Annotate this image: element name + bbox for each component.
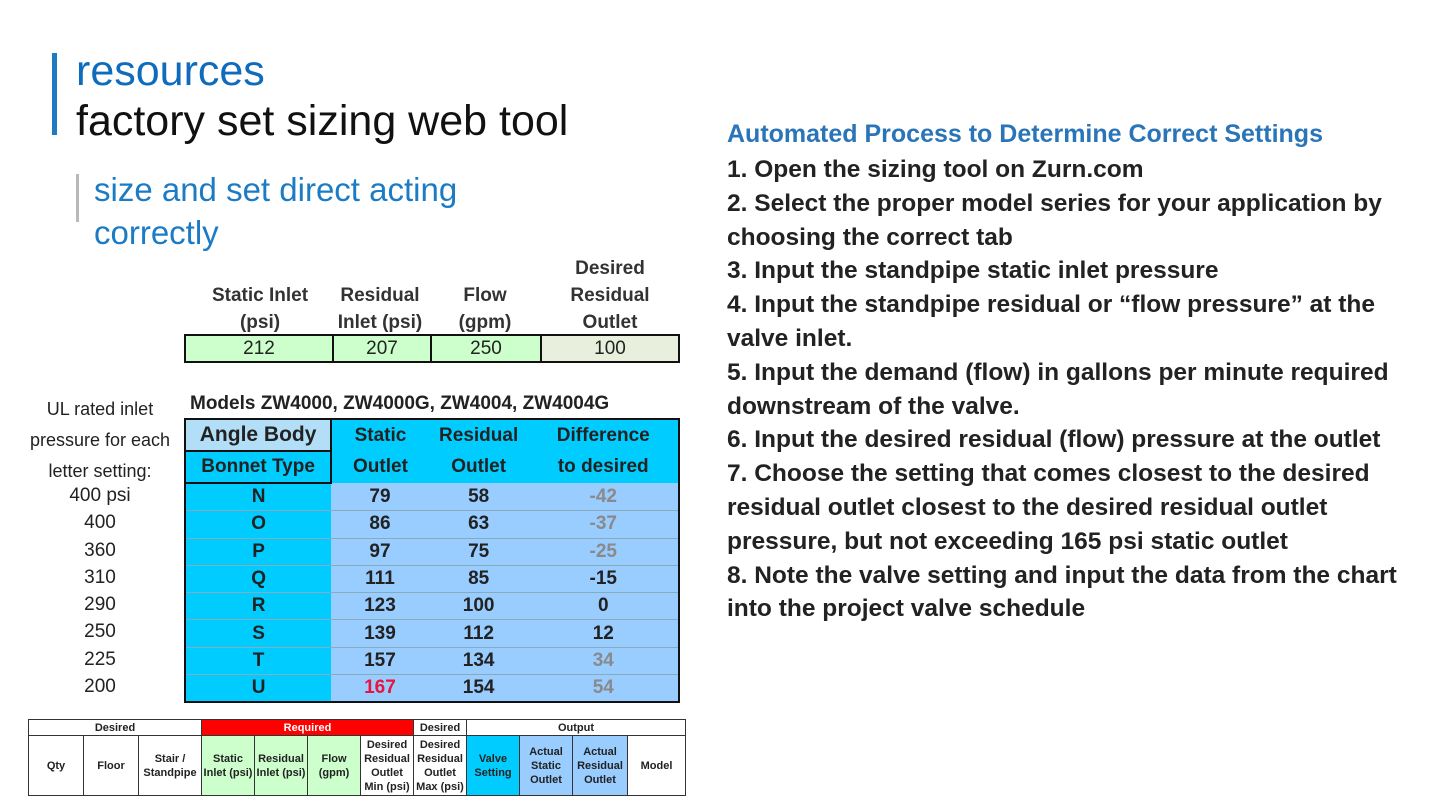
setting-row bbox=[185, 675, 679, 703]
setting-letter: S bbox=[185, 620, 331, 647]
setting-letter: Q bbox=[185, 565, 331, 592]
static-outlet-value: 157 bbox=[331, 647, 429, 674]
step-2: 2. Select the proper model series for your application by choosing the correct tab bbox=[727, 189, 1382, 251]
residual-outlet-value: 154 bbox=[429, 675, 529, 703]
residual-inlet-input[interactable]: 207 bbox=[333, 335, 431, 362]
step-7: 7. Choose the setting that comes closest to the desired residual outlet closest to the desired residual outlet pressure, but not exceeding 165 psi static outlet bbox=[727, 460, 1370, 555]
col-model: Model bbox=[628, 736, 686, 796]
difference-value: 34 bbox=[529, 647, 679, 674]
ul-value: 400 psi bbox=[69, 485, 131, 506]
setting-row bbox=[185, 620, 679, 647]
setting-letter: O bbox=[185, 511, 331, 538]
step-4: 4. Input the standpipe residual or “flow pressure” at the valve inlet. bbox=[727, 291, 1375, 352]
group-required: Required bbox=[202, 720, 414, 736]
setting-letter: N bbox=[185, 483, 331, 511]
ul-value: 360 bbox=[84, 539, 116, 561]
header-residual: Residual bbox=[429, 419, 529, 451]
instructions-list bbox=[727, 153, 1427, 626]
residual-outlet-value: 134 bbox=[429, 647, 529, 674]
residual-outlet-value: 75 bbox=[429, 538, 529, 565]
residual-outlet-value: 100 bbox=[429, 593, 529, 620]
step-1: 1. Open the sizing tool on Zurn.com bbox=[727, 156, 1144, 183]
difference-value: -37 bbox=[529, 511, 679, 538]
residual-outlet-value: 85 bbox=[429, 565, 529, 592]
static-inlet-input[interactable]: 212 bbox=[185, 335, 333, 362]
col-valve-setting: Valve Setting bbox=[467, 736, 520, 796]
difference-value: -15 bbox=[529, 565, 679, 592]
difference-value: 54 bbox=[529, 675, 679, 703]
header-static: Static bbox=[331, 419, 429, 451]
setting-letter: R bbox=[185, 593, 331, 620]
setting-letter: P bbox=[185, 538, 331, 565]
difference-value: 0 bbox=[529, 593, 679, 620]
step-5: 5. Input the demand (flow) in gallons per minute required downstream of the valve. bbox=[727, 358, 1389, 420]
valve-schedule-table bbox=[28, 719, 686, 796]
group-desired-2: Desired bbox=[414, 720, 467, 736]
title-accent-bar bbox=[52, 53, 57, 135]
inputs-table bbox=[184, 334, 680, 363]
static-outlet-value: 123 bbox=[331, 593, 429, 620]
header-bonnet-type: Bonnet Type bbox=[185, 451, 331, 483]
step-6: 6. Input the desired residual (flow) pressure at the outlet bbox=[727, 426, 1381, 454]
ul-value: 225 bbox=[84, 648, 116, 670]
ul-values bbox=[60, 482, 140, 700]
desired-residual-input[interactable]: 100 bbox=[541, 335, 679, 362]
group-desired: Desired bbox=[29, 720, 202, 736]
page-title-line2: factory set sizing web tool bbox=[76, 97, 569, 145]
ul-value: 400 bbox=[84, 512, 116, 534]
setting-row bbox=[185, 511, 679, 538]
residual-outlet-value: 58 bbox=[429, 483, 529, 511]
ul-value: 310 bbox=[84, 566, 116, 588]
ul-value: 250 bbox=[84, 621, 116, 643]
group-output: Output bbox=[467, 720, 686, 736]
ul-value: 200 bbox=[84, 676, 116, 698]
col-actual-residual: Actual Residual Outlet bbox=[573, 736, 628, 796]
header-angle-body: Angle Body bbox=[185, 419, 331, 451]
input-header-flow: Flow (gpm) bbox=[458, 285, 512, 333]
residual-outlet-value: 112 bbox=[429, 620, 529, 647]
setting-row bbox=[185, 647, 679, 674]
ul-rated-label: UL rated inlet pressure for each letter setting: bbox=[29, 399, 171, 481]
static-outlet-value: 111 bbox=[331, 565, 429, 592]
col-desired-min: Desired Residual Outlet Min (psi) bbox=[361, 736, 414, 796]
header-to-desired: to desired bbox=[529, 451, 679, 483]
static-outlet-value: 86 bbox=[331, 511, 429, 538]
col-qty: Qty bbox=[29, 736, 84, 796]
header-residual-outlet: Outlet bbox=[429, 451, 529, 483]
static-outlet-value: 167 bbox=[331, 675, 429, 703]
subtitle-accent-bar bbox=[76, 174, 79, 222]
ul-value: 290 bbox=[84, 594, 116, 616]
step-8: 8. Note the valve setting and input the data from the chart into the project valve schedule bbox=[727, 561, 1397, 623]
setting-row bbox=[185, 483, 679, 511]
col-residual-inlet: Residual Inlet (psi) bbox=[255, 736, 308, 796]
page-subtitle: size and set direct acting correctly bbox=[94, 171, 458, 251]
instructions-title: Automated Process to Determine Correct Settings bbox=[727, 120, 1323, 148]
setting-letter: T bbox=[185, 647, 331, 674]
header-static-outlet: Outlet bbox=[331, 451, 429, 483]
setting-row bbox=[185, 538, 679, 565]
setting-letter: U bbox=[185, 675, 331, 703]
difference-value: -42 bbox=[529, 483, 679, 511]
col-actual-static: Actual Static Outlet bbox=[520, 736, 573, 796]
page-title: resources bbox=[76, 47, 265, 95]
difference-value: 12 bbox=[529, 620, 679, 647]
static-outlet-value: 139 bbox=[331, 620, 429, 647]
difference-value: -25 bbox=[529, 538, 679, 565]
col-static-inlet: Static Inlet (psi) bbox=[202, 736, 255, 796]
static-outlet-value: 79 bbox=[331, 483, 429, 511]
input-header-desired: Desired Residual Outlet bbox=[570, 258, 650, 333]
step-3: 3. Input the standpipe static inlet pressure bbox=[727, 257, 1219, 285]
input-header-static: Static Inlet (psi) bbox=[211, 285, 309, 333]
col-floor: Floor bbox=[84, 736, 139, 796]
col-stair: Stair / Standpipe bbox=[139, 736, 202, 796]
setting-row bbox=[185, 593, 679, 620]
col-flow: Flow (gpm) bbox=[308, 736, 361, 796]
settings-rows bbox=[185, 483, 679, 702]
static-outlet-value: 97 bbox=[331, 538, 429, 565]
settings-table bbox=[184, 418, 680, 703]
header-difference: Difference bbox=[529, 419, 679, 451]
residual-outlet-value: 63 bbox=[429, 511, 529, 538]
flow-input[interactable]: 250 bbox=[431, 335, 541, 362]
setting-row bbox=[185, 565, 679, 592]
input-header-residual: Residual Inlet (psi) bbox=[337, 285, 423, 333]
models-label: Models ZW4000, ZW4000G, ZW4004, ZW4004G bbox=[190, 393, 610, 414]
col-desired-max: Desired Residual Outlet Max (psi) bbox=[414, 736, 467, 796]
